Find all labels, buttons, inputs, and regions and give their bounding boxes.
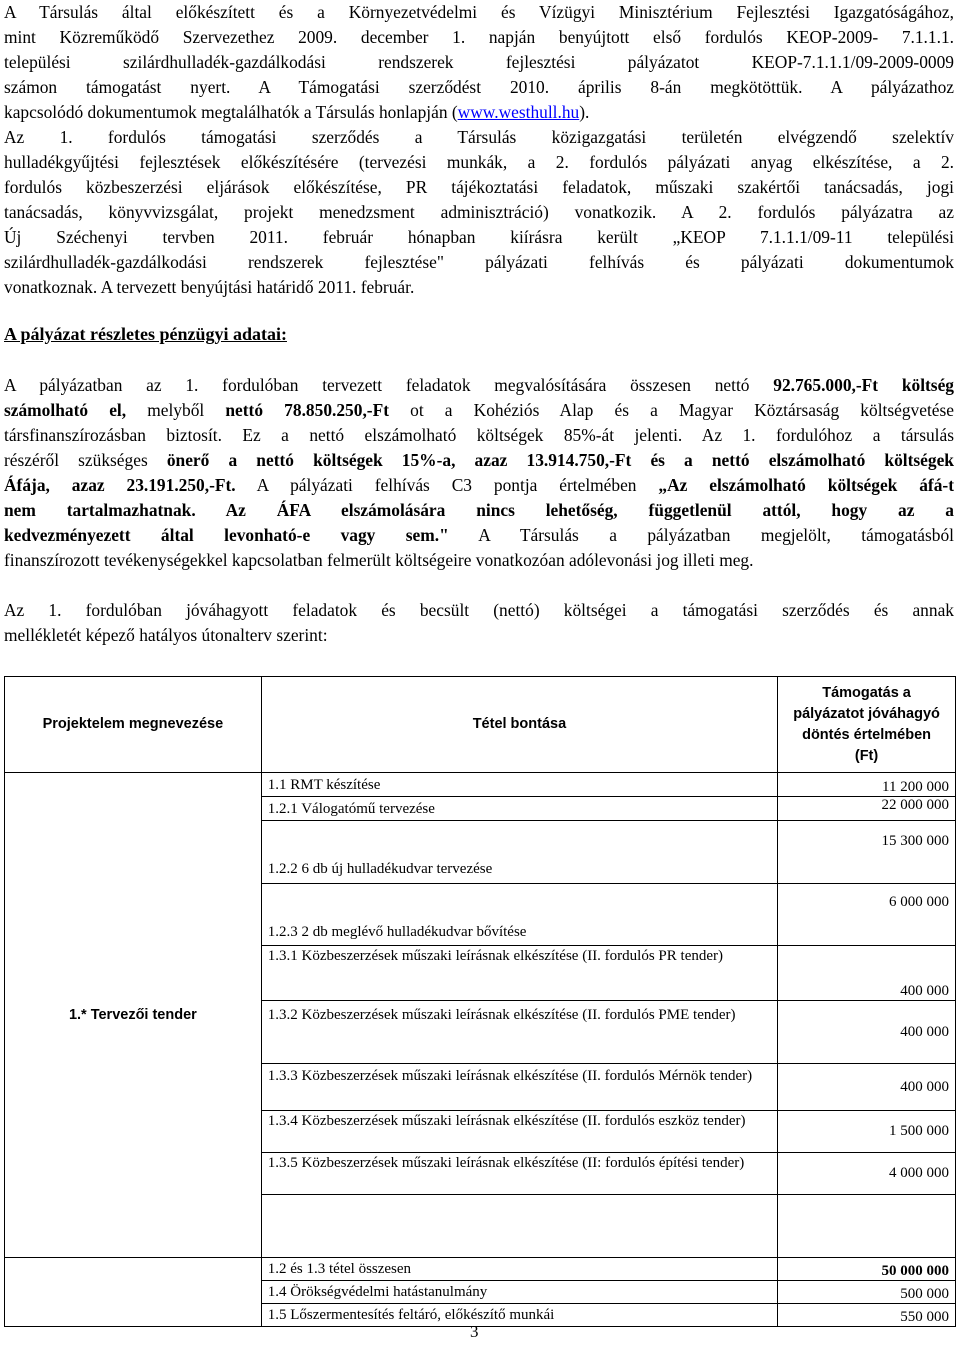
row-amount: 550 000 — [778, 1304, 956, 1327]
empty-cell — [5, 1258, 262, 1281]
text-line: Az 1. fordulós támogatási szerződés a Társulás közigazgatási területén elvégzendő szelektív — [4, 127, 954, 147]
row-item: 1.2.3 2 db meglévő hulladékudvar bővítése — [261, 884, 777, 946]
row-item: 1.3.5 Közbeszerzések műszaki leírásnak elkészítése (II: fordulós építési tender) — [261, 1153, 777, 1195]
text-line: kapcsolódó dokumentumok megtalálhatók a Társulás honlapján (www.westhull.hu). — [4, 102, 590, 122]
table-header-row — [5, 677, 956, 773]
table-row — [5, 773, 956, 797]
row-item: 1.3.3 Közbeszerzések műszaki leírásnak elkészítése (II. fordulós Mérnök tender) — [261, 1064, 777, 1111]
text-line: társfinanszírozásban biztosít. Ez a nettó elszámolható költségek 85%-át jelenti. Az 1. fordulóhoz a társulás — [4, 425, 954, 445]
row-amount: 500 000 — [778, 1281, 956, 1304]
text-line: fordulós közbeszerzési eljárások előkészítése, PR tájékoztatási feladatok, műszaki szakértői tanácsadás, jogi — [4, 177, 954, 197]
row-item: 1.1 RMT készítése — [261, 773, 777, 797]
text-line: kedvezményezett által levonható-e vagy sem." A Társulás a pályázatban megjelölt, támogatásból — [4, 525, 954, 545]
row-item: 1.2 és 1.3 tétel összesen — [261, 1258, 777, 1281]
text-line: számon támogatást nyert. A Támogatási szerződést 2010. április 8-án megkötöttük. A pályázathoz — [4, 77, 954, 97]
contract-paragraph — [4, 125, 954, 300]
header-project-element: Projektelem megnevezése — [5, 677, 262, 773]
header-item-breakdown: Tétel bontása — [261, 677, 777, 773]
text-line: számolható el, melyből nettó 78.850.250,-Ft ot a Kohéziós Alap és a Magyar Köztársaság költségvetése — [4, 400, 954, 420]
header-support-amount: Támogatás a pályázatot jóváhagyó döntés értelmében (Ft) — [778, 677, 956, 773]
text-line: Áfája, azaz 23.191.250,-Ft. A pályázati felhívás C3 pontja értelmében „Az elszámolható költségek áfá-t — [4, 475, 954, 495]
text-line: mellékletét képező hatályos útonalterv szerint: — [4, 625, 328, 645]
text-line: Új Széchenyi tervben 2011. február hónapban kiírásra került „KEOP 7.1.1.1/09-11 települési — [4, 227, 954, 247]
text-line: részéről szükséges önerő a nettó költségek 15%-a, azaz 13.914.750,-Ft és a nettó elszámolható költségek — [4, 450, 954, 470]
row-amount: 400 000 — [778, 1001, 956, 1064]
row-amount: 400 000 — [778, 946, 956, 1001]
section-heading: A pályázat részletes pénzügyi adatai: — [4, 324, 287, 344]
empty-cell — [5, 1281, 262, 1304]
row-amount: 22 000 000 — [778, 797, 956, 821]
financial-paragraph — [4, 373, 954, 573]
row-amount: 400 000 — [778, 1064, 956, 1111]
row-amount: 11 200 000 — [778, 773, 956, 797]
row-amount: 50 000 000 — [778, 1258, 956, 1281]
row-amount: 4 000 000 — [778, 1153, 956, 1195]
row-amount: 1 500 000 — [778, 1111, 956, 1153]
table-row — [5, 1304, 956, 1327]
table-row — [5, 1258, 956, 1281]
row-item: 1.3.2 Közbeszerzések műszaki leírásnak elkészítése (II. fordulós PME tender) — [261, 1001, 777, 1064]
approved-tasks-paragraph — [4, 598, 954, 648]
row-item: 1.4 Örökségvédelmi hatástanulmány — [261, 1281, 777, 1304]
intro-paragraph — [4, 0, 954, 125]
text-line: nem tartalmazhatnak. Az ÁFA elszámolására nincs lehetőség, függetlenül attól, hogy az a — [4, 500, 954, 520]
text-line: települési szilárdhulladék-gazdálkodási rendszerek fejlesztési pályázatot KEOP-7.1.1.1/09-2009-0009 — [4, 52, 954, 72]
text-line: mint Közreműködő Szervezethez 2009. december 1. napján benyújtott első fordulós KEOP-2009- 7.1.1.1. — [4, 27, 954, 47]
text-line: A Társulás által előkészített és a Környezetvédelmi és Vízügyi Minisztérium Fejlesztési Igazgatóságához, — [4, 2, 954, 22]
text-line: A pályázatban az 1. fordulóban tervezett feladatok megvalósítására összesen nettó 92.765.000,-Ft költség — [4, 375, 954, 395]
row-amount: 15 300 000 — [778, 821, 956, 884]
website-link[interactable]: www.westhull.hu — [457, 102, 580, 122]
row-item: 1.3.1 Közbeszerzések műszaki leírásnak elkészítése (II. fordulós PR tender) — [261, 946, 777, 1001]
table-row — [5, 1281, 956, 1304]
page-number: 3 — [470, 1322, 479, 1341]
text-line: hulladékgyűjtési fejlesztések előkészítésére (tervezési munkák, a 2. fordulós pályázati anyag elkészítése, a 2. — [4, 152, 954, 172]
row-item: 1.2.2 6 db új hulladékudvar tervezése — [261, 821, 777, 884]
text-line: szilárdhulladék-gazdálkodási rendszerek fejlesztése" pályázati felhívás és pályázati dokumentumok — [4, 252, 954, 272]
row-amount — [778, 1195, 956, 1258]
text-line: Az 1. fordulóban jóváhagyott feladatok és becsült (nettó) költségei a támogatási szerződés és annak — [4, 600, 954, 620]
text-line: tanácsadás, könyvvizsgálat, projekt menedzsment adminisztráció) vonatkozik. A 2. fordulós pályázatra az — [4, 202, 954, 222]
row-item: 1.5 Lőszermentesítés feltáró, előkészítő munkái — [261, 1304, 777, 1327]
group-label: 1.* Tervezői tender — [5, 773, 262, 1258]
row-amount: 6 000 000 — [778, 884, 956, 946]
text-line: finanszírozott tevékenységekkel kapcsolatban felmerült költségeire vonatkozóan adólevonási jog illeti meg. — [4, 550, 754, 570]
text-line: vonatkoznak. A tervezett benyújtási határidő 2011. február. — [4, 277, 415, 297]
row-item — [261, 1195, 777, 1258]
row-item: 1.2.1 Válogatómű tervezése — [261, 797, 777, 821]
row-item: 1.3.4 Közbeszerzések műszaki leírásnak elkészítése (II. fordulós eszköz tender) — [261, 1111, 777, 1153]
budget-table — [4, 676, 956, 1327]
empty-cell — [5, 1304, 262, 1327]
